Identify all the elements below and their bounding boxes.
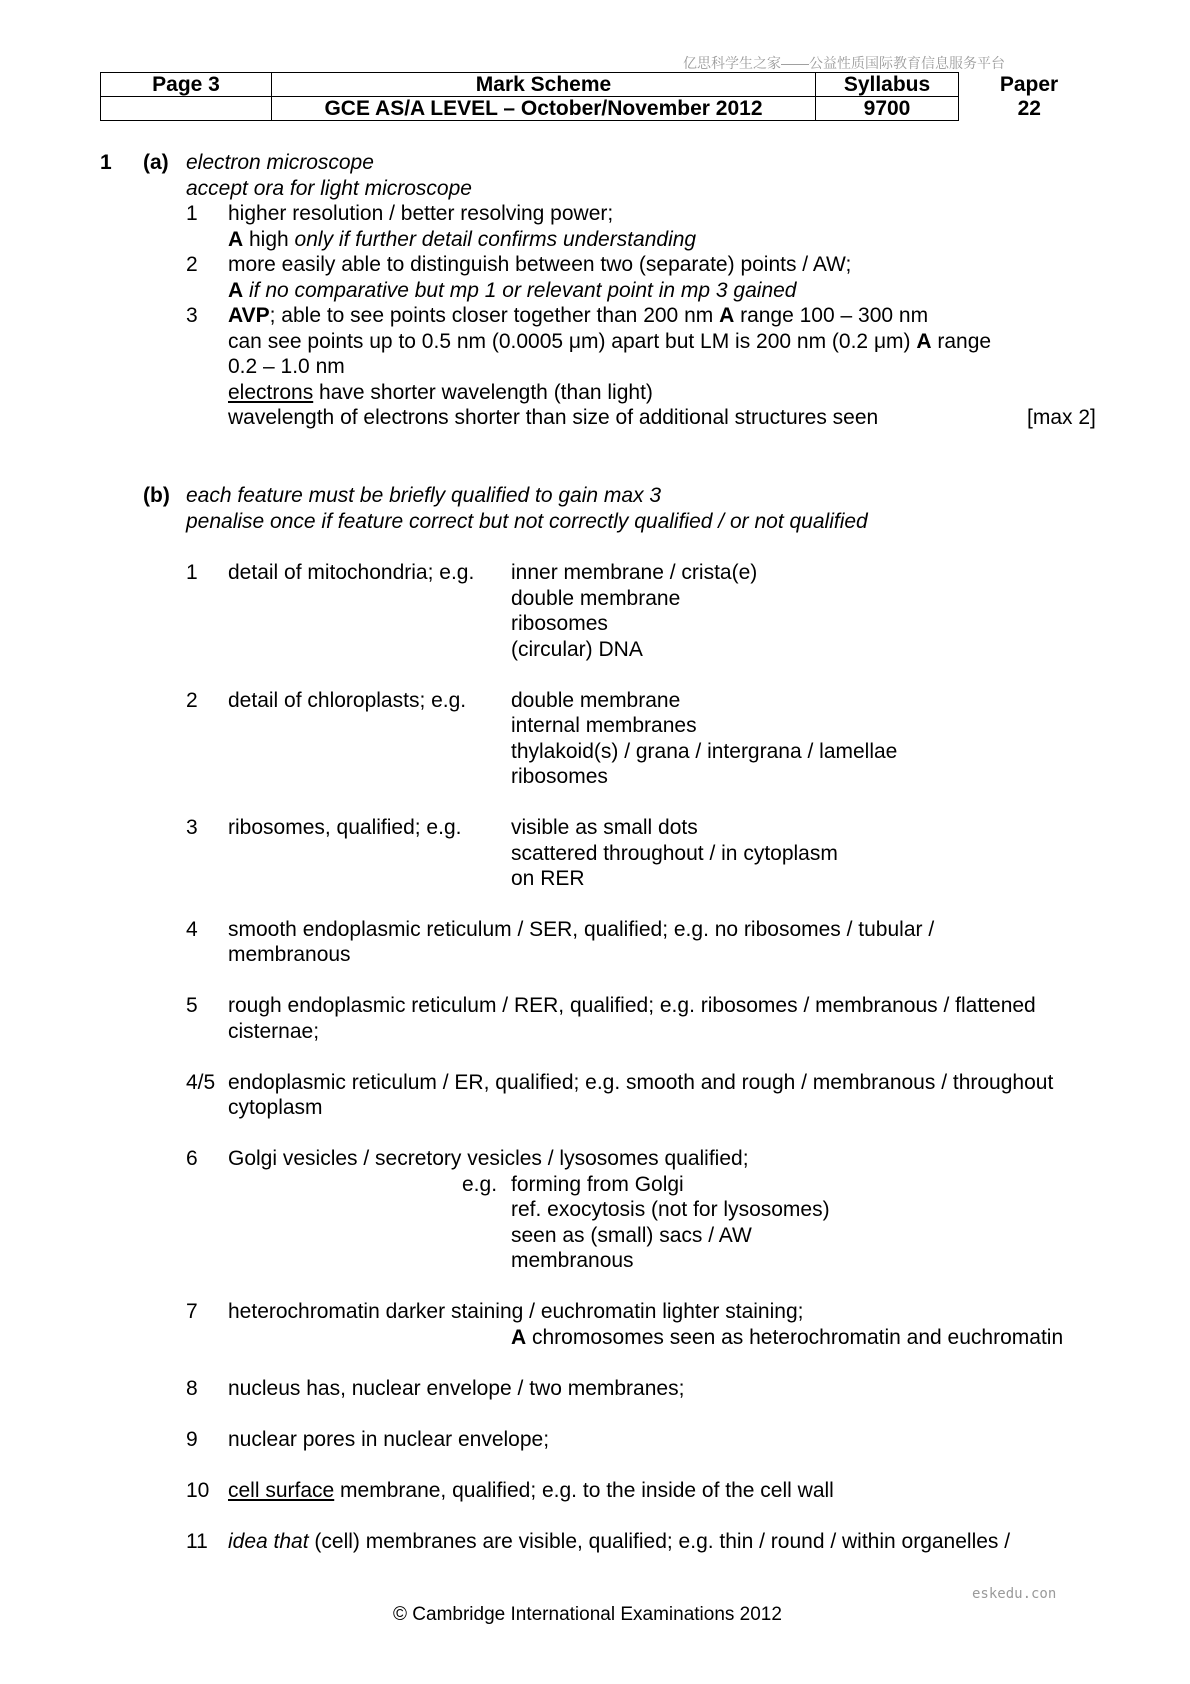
example-marker: e.g. [462, 1173, 498, 1196]
italic-text: idea that [228, 1530, 309, 1553]
watermark-bottom: eskedu.con [972, 1586, 1057, 1602]
underlined-term: cell surface [228, 1479, 335, 1502]
point-number: 2 [186, 253, 198, 276]
detail-line: seen as (small) sacs / AW [511, 1224, 752, 1247]
detail-line: forming from Golgi [511, 1173, 684, 1196]
point-text: more easily able to distinguish between two (separate) points / AW; [228, 253, 852, 276]
note-text: high [243, 228, 295, 251]
point-number: 4/5 [186, 1071, 216, 1094]
point-text: wavelength of electrons shorter than size of additional structures seen [228, 406, 879, 429]
point-text: nuclear pores in nuclear envelope; [228, 1428, 550, 1451]
header-syllabus-label: Syllabus [816, 73, 959, 97]
point-note [228, 279, 796, 303]
detail-line: on RER [511, 867, 585, 890]
point-text: membranous [228, 943, 351, 966]
header-empty-cell [101, 97, 272, 121]
point-number: 9 [186, 1428, 198, 1451]
point-text [228, 1479, 834, 1503]
point-number: 1 [186, 202, 198, 225]
text-span: chromosomes seen as heterochromatin and euchromatin [526, 1326, 1064, 1349]
point-text: 0.2 – 1.0 nm [228, 355, 345, 378]
point-text: heterochromatin darker staining / euchromatin lighter staining; [228, 1300, 804, 1323]
note-italic: if no comparative but mp 1 or relevant point in mp 3 gained [243, 279, 797, 302]
question-number: 1 [100, 151, 112, 174]
point-text: ribosomes, qualified; e.g. [228, 816, 462, 839]
point-text [228, 304, 928, 328]
header-paper-label: Paper [999, 73, 1059, 96]
text-span: ; able to see points closer together than 200 nm [269, 304, 720, 327]
detail-line: double membrane [511, 689, 681, 712]
detail-line: ref. exocytosis (not for lysosomes) [511, 1198, 830, 1221]
max-marks: [max 2] [1027, 406, 1096, 429]
underlined-term: electrons [228, 381, 314, 404]
point-note [228, 228, 696, 252]
detail-line: internal membranes [511, 714, 697, 737]
part-b-label: (b) [143, 484, 170, 507]
point-text: higher resolution / better resolving power; [228, 202, 614, 225]
accept-marker: A [511, 1326, 527, 1349]
part-a-label: (a) [143, 151, 169, 174]
point-number: 8 [186, 1377, 198, 1400]
detail-line: thylakoid(s) / grana / intergrana / lamellae [511, 740, 898, 763]
point-text: nucleus has, nuclear envelope / two membranes; [228, 1377, 685, 1400]
accept-marker: A [228, 228, 244, 251]
text-span: can see points up to 0.5 nm (0.0005 μm) apart but LM is 200 nm (0.2 μm) [228, 330, 917, 353]
point-text [228, 1530, 1010, 1554]
point-text: cisternae; [228, 1020, 320, 1043]
point-text: detail of chloroplasts; e.g. [228, 689, 467, 712]
part-b-intro-2: penalise once if feature correct but not correctly qualified / or not qualified [186, 510, 868, 533]
header-syllabus: 9700 [816, 97, 959, 121]
detail-line: membranous [511, 1249, 634, 1272]
point-number: 11 [186, 1530, 208, 1553]
note-italic: only if further detail confirms understanding [294, 228, 697, 251]
watermark-text: 亿思科学生之家——公益性质国际教育信息服务平台 [683, 55, 1005, 71]
detail-line [511, 1326, 1063, 1350]
accept-marker: A [719, 304, 735, 327]
detail-line: visible as small dots [511, 816, 698, 839]
point-text: rough endoplasmic reticulum / RER, qualified; e.g. ribosomes / membranous / flattened [228, 994, 1036, 1017]
point-text: Golgi vesicles / secretory vesicles / lysosomes qualified; [228, 1147, 749, 1170]
point-number: 1 [186, 561, 198, 584]
header-table [100, 72, 1100, 121]
detail-line: double membrane [511, 587, 681, 610]
text-span: range [931, 330, 992, 353]
detail-line: inner membrane / crista(e) [511, 561, 758, 584]
text-span: membrane, qualified; e.g. to the inside of the cell wall [334, 1479, 834, 1502]
detail-line: (circular) DNA [511, 638, 643, 661]
part-b-intro-1: each feature must be briefly qualified to gain max 3 [186, 484, 662, 507]
point-text: detail of mitochondria; e.g. [228, 561, 475, 584]
footer-copyright: © Cambridge International Examinations 2012 [393, 1604, 782, 1625]
point-number: 5 [186, 994, 198, 1017]
point-number: 6 [186, 1147, 198, 1170]
point-text: smooth endoplasmic reticulum / SER, qualified; e.g. no ribosomes / tubular / [228, 918, 935, 941]
header-page: Page 3 [101, 73, 272, 97]
point-text: endoplasmic reticulum / ER, qualified; e.g. smooth and rough / membranous / throughout [228, 1071, 1054, 1094]
point-text: cytoplasm [228, 1096, 323, 1119]
text-span: (cell) membranes are visible, qualified; e.g. thin / round / within organelles / [308, 1530, 1011, 1553]
point-number: 7 [186, 1300, 198, 1323]
header-paper: 22 [1017, 97, 1041, 120]
point-text [228, 330, 991, 354]
detail-line: scattered throughout / in cytoplasm [511, 842, 838, 865]
detail-line: ribosomes [511, 765, 608, 788]
point-number: 4 [186, 918, 198, 941]
text-span: have shorter wavelength (than light) [313, 381, 653, 404]
accept-marker: A [916, 330, 932, 353]
accept-marker: A [228, 279, 244, 302]
text-span: range 100 – 300 nm [734, 304, 929, 327]
header-title: Mark Scheme [272, 73, 816, 97]
part-a-line-1: electron microscope [186, 151, 374, 174]
point-number: 10 [186, 1479, 210, 1502]
point-text [228, 381, 653, 405]
avp-marker: AVP [228, 304, 270, 327]
point-number: 2 [186, 689, 198, 712]
point-number: 3 [186, 304, 198, 327]
detail-line: ribosomes [511, 612, 608, 635]
point-number: 3 [186, 816, 198, 839]
part-a-line-2: accept ora for light microscope [186, 177, 472, 200]
header-exam: GCE AS/A LEVEL – October/November 2012 [272, 97, 816, 121]
